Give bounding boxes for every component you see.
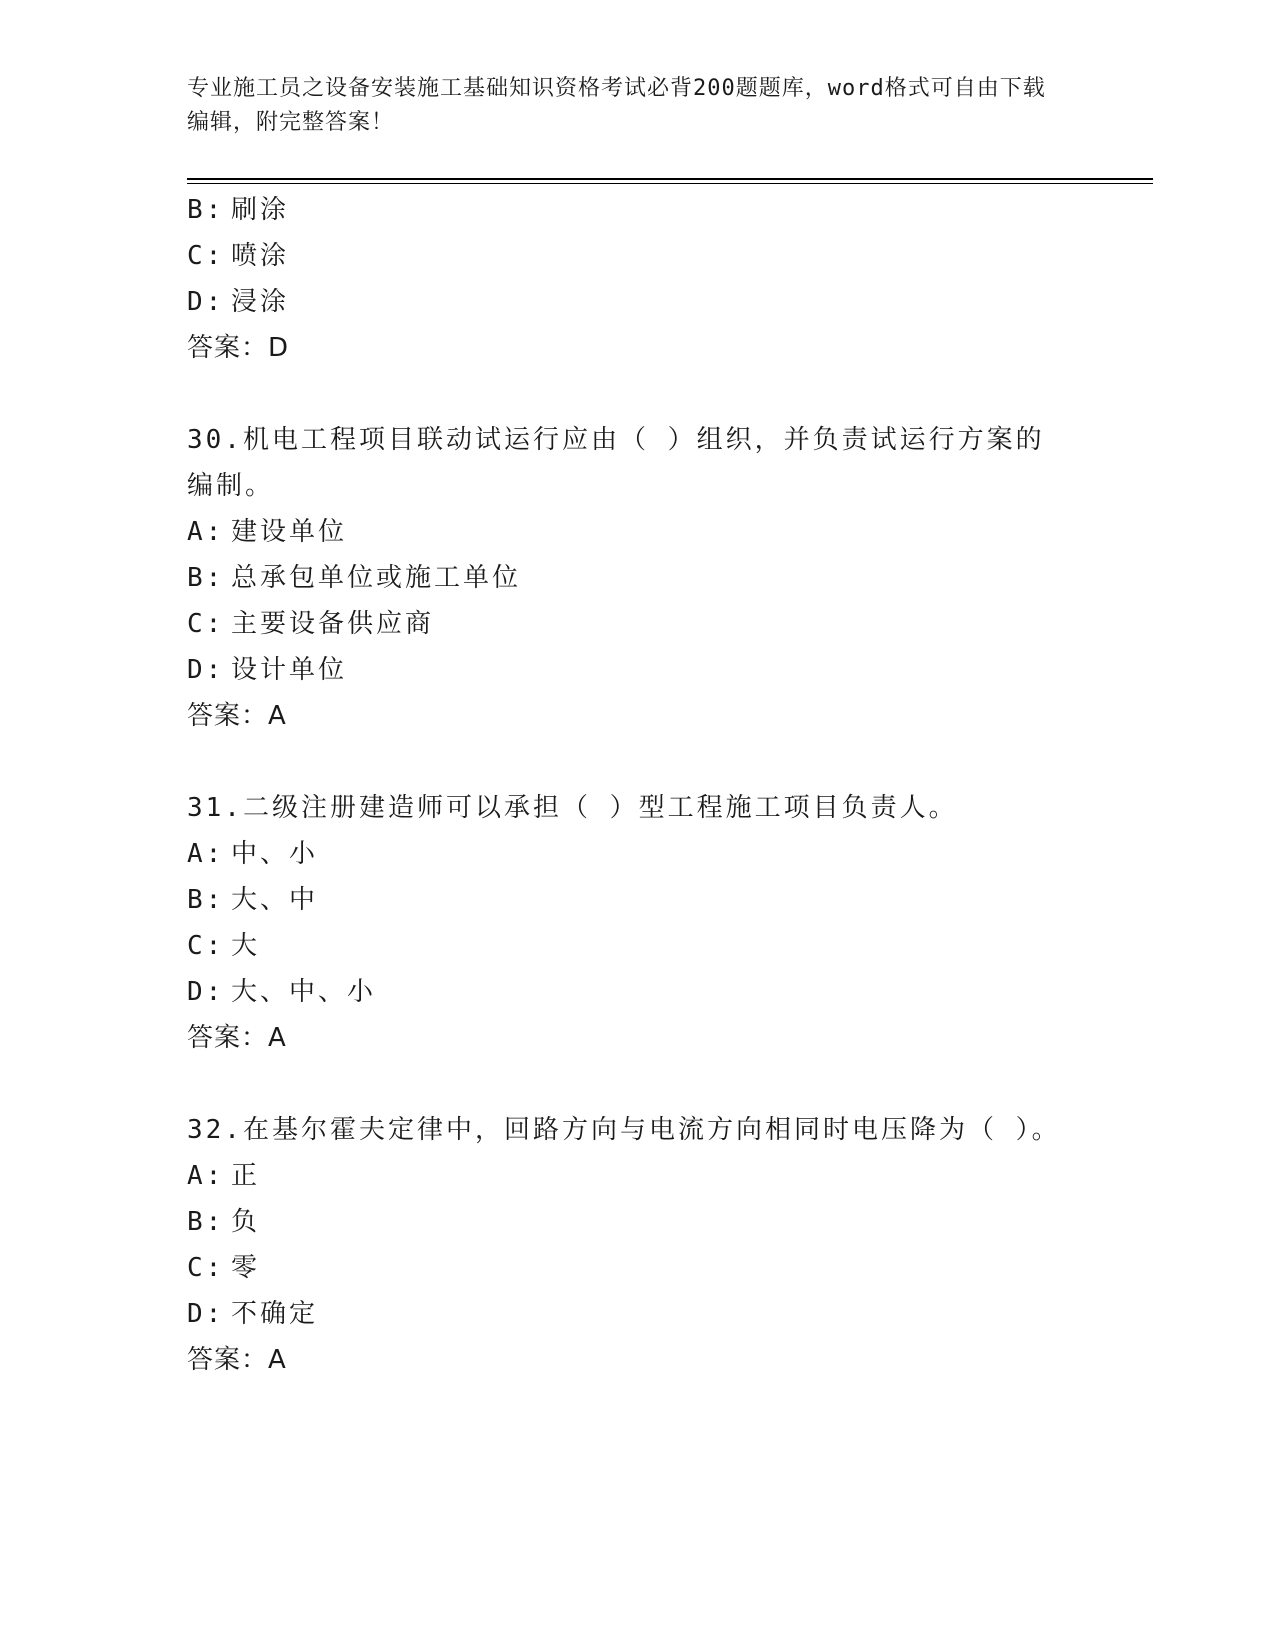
option-b <box>187 877 1087 923</box>
option-key: C: <box>187 1253 225 1283</box>
option-text: 喷涂 <box>231 241 290 271</box>
option-key: B: <box>187 1207 225 1237</box>
option-a <box>187 831 1087 877</box>
option-key: B: <box>187 563 225 593</box>
option-a <box>187 1153 1087 1199</box>
option-c <box>187 233 1087 279</box>
question-stem: 31.二级注册建造师可以承担（ ）型工程施工项目负责人。 <box>187 793 958 823</box>
option-a <box>187 509 1087 555</box>
option-c <box>187 1245 1087 1291</box>
option-text: 设计单位 <box>231 655 348 685</box>
question-stem: 32.在基尔霍夫定律中，回路方向与电流方向相同时电压降为（ ）。 <box>187 1115 1061 1145</box>
option-text: 负 <box>231 1207 261 1237</box>
option-text: 中、小 <box>231 839 319 869</box>
option-key: C: <box>187 241 225 271</box>
question-31 <box>187 785 1087 1061</box>
option-key: D: <box>187 977 225 1007</box>
option-b <box>187 1199 1087 1245</box>
option-key: B: <box>187 195 225 225</box>
question-stem: 30.机电工程项目联动试运行应由（ ）组织，并负责试运行方案的编制。 <box>187 425 1045 501</box>
option-key: A: <box>187 1161 225 1191</box>
answer-line: 答案：A <box>187 701 287 731</box>
option-key: C: <box>187 931 225 961</box>
option-c <box>187 923 1087 969</box>
question-30 <box>187 417 1087 739</box>
option-key: D: <box>187 1299 225 1329</box>
option-b <box>187 187 1087 233</box>
option-key: C: <box>187 609 225 639</box>
document-header: 专业施工员之设备安装施工基础知识资格考试必背200题题库，word格式可自由下载编辑，附完整答案！ <box>187 76 1046 135</box>
option-text: 不确定 <box>231 1299 319 1329</box>
option-text: 大、中、小 <box>231 977 377 1007</box>
option-text: 浸涂 <box>231 287 290 317</box>
option-key: A: <box>187 517 225 547</box>
answer-line: 答案：A <box>187 1023 287 1053</box>
option-key: D: <box>187 287 225 317</box>
header-rule-thin <box>187 183 1153 184</box>
option-text: 正 <box>231 1161 261 1191</box>
option-key: A: <box>187 839 225 869</box>
option-b <box>187 555 1087 601</box>
question-list <box>187 187 1087 1383</box>
option-key: D: <box>187 655 225 685</box>
option-text: 大、中 <box>231 885 319 915</box>
answer-line: 答案：D <box>187 333 290 363</box>
option-d <box>187 1291 1087 1337</box>
option-d <box>187 279 1087 325</box>
option-text: 刷涂 <box>231 195 290 225</box>
header-rule-thick <box>187 178 1153 180</box>
option-text: 零 <box>231 1253 261 1283</box>
option-text: 大 <box>231 931 261 961</box>
answer-line: 答案：A <box>187 1345 287 1375</box>
option-c <box>187 601 1087 647</box>
option-key: B: <box>187 885 225 915</box>
option-text: 建设单位 <box>231 517 348 547</box>
option-d <box>187 647 1087 693</box>
option-d <box>187 969 1087 1015</box>
question-29-continued <box>187 187 1087 371</box>
question-32 <box>187 1107 1087 1383</box>
option-text: 总承包单位或施工单位 <box>231 563 522 593</box>
option-text: 主要设备供应商 <box>231 609 435 639</box>
